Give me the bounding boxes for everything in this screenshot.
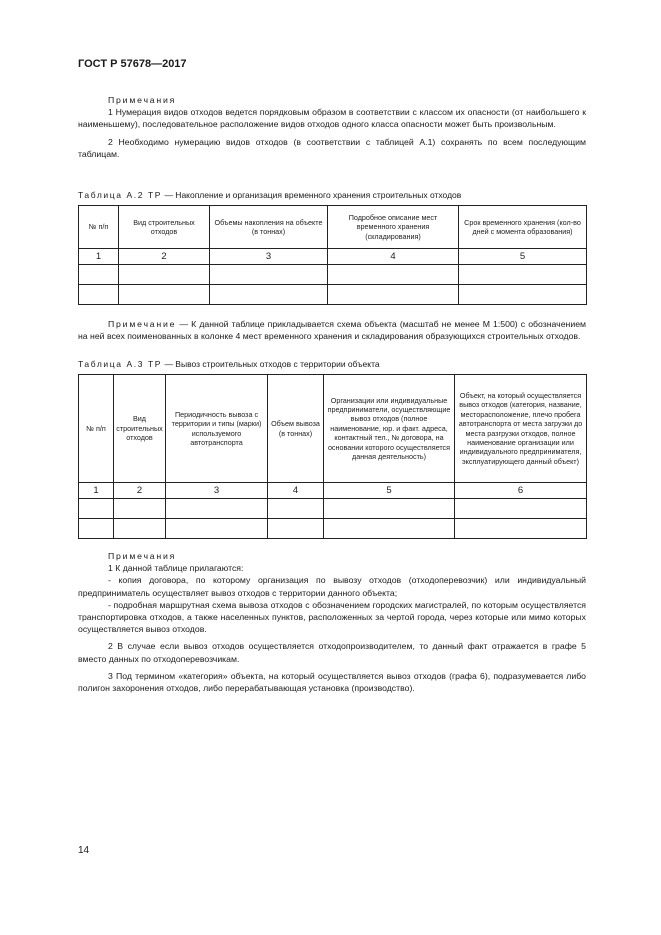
column-header: № п/п	[79, 375, 114, 483]
note-item: 1 К данной таблице прилагаются:	[108, 563, 244, 574]
table-a2-caption-text: — Накопление и организация временного хранения строительных отходов	[162, 190, 462, 200]
notes-heading: Примечания	[108, 551, 177, 561]
table-cell	[455, 499, 587, 519]
notes-block-1	[78, 94, 586, 160]
column-number: 4	[328, 249, 459, 265]
table-row	[79, 265, 587, 285]
table-a2-caption-label: Таблица А.2 ТР	[78, 190, 163, 200]
notes-heading: Примечания	[108, 95, 177, 105]
column-number: 3	[210, 249, 328, 265]
column-header: Вид строительных отходов	[119, 206, 210, 249]
column-header: № п/п	[79, 206, 119, 249]
table-cell	[166, 519, 268, 539]
table-cell	[328, 285, 459, 305]
column-header: Вид строительных отходов	[114, 375, 166, 483]
column-number: 2	[119, 249, 210, 265]
column-number: 5	[459, 249, 587, 265]
table-a3	[78, 374, 587, 539]
column-header: Подробное описание мест временного хранения (складирования)	[328, 206, 459, 249]
column-header: Периодичность вывоза с территории и типы (марки) используемого автотранспорта	[166, 375, 268, 483]
note-item: 2 В случае если вывоз отходов осуществляется отходопроизводителем, то данный факт отражается в графе 5 вместо данных по отходоперевозчикам.	[78, 641, 586, 664]
table-cell	[459, 285, 587, 305]
table-cell	[324, 519, 455, 539]
table-cell	[268, 499, 324, 519]
table-cell	[459, 265, 587, 285]
note-item: - копия договора, по которому организация по вывозу отходов (отходоперевозчик) или индивидуальный предприниматель осуществляет вывоз отходов с территории данного объекта;	[78, 575, 586, 598]
column-number: 6	[455, 483, 587, 499]
note-item: 1 Нумерация видов отходов ведется порядковым образом в соответствии с классом их опасности (от наибольшего к наименьшему), последовательное расположение видов отходов одного класса опасности может быть произвольным.	[78, 107, 586, 130]
table-cell	[79, 519, 114, 539]
column-header: Объем вывоза (в тоннах)	[268, 375, 324, 483]
table-cell	[455, 519, 587, 539]
table-a2-note	[78, 318, 586, 342]
note-item: - подробная маршрутная схема вывоза отходов с обозначением городских магистралей, по которым осуществляется транспортировка отходов, а также населенных пунктов, расположенных за чертой города, через которые или мимо которых осуществляется вывоз отходов.	[78, 599, 586, 635]
table-cell	[119, 265, 210, 285]
table-cell	[328, 265, 459, 285]
note-paragraph	[78, 318, 586, 342]
note-item: 3 Под термином «категория» объекта, на который осуществляется вывоз отходов (графа 6), подразумевается либо полигон захоронения отходов, либо перерабатывающая установка (производство).	[78, 670, 586, 694]
note-text: — К данной таблице прикладывается схема объекта (масштаб не менее М 1:500) с обозначением на ней всех поименованных в колонке 4 мест временного хранения и складирования образующихся строительных отходов.	[78, 319, 586, 342]
table-cell	[210, 265, 328, 285]
table-cell	[324, 499, 455, 519]
table-a3-caption-text: — Вывоз строительных отходов с территории объекта	[162, 359, 380, 369]
table-cell	[79, 499, 114, 519]
table-header-row	[79, 375, 587, 483]
column-header: Объект, на который осуществляется вывоз отходов (категория, название, месторасположение, плечо пробега автотранспорта от места загрузки до места разгрузки отходов, полное наименование организации или индивидуального предпринимателя, эксплуатирующего данный объект)	[455, 375, 587, 483]
table-row	[79, 285, 587, 305]
table-a2-caption	[78, 190, 461, 200]
table-a3-caption-label: Таблица А.3 ТР	[78, 359, 163, 369]
table-a3-caption	[78, 359, 380, 369]
table-row	[79, 499, 587, 519]
table-cell	[119, 285, 210, 305]
column-number: 1	[79, 483, 114, 499]
column-header: Срок временного хранения (кол-во дней с момента образования)	[459, 206, 587, 249]
column-number: 2	[114, 483, 166, 499]
column-number: 1	[79, 249, 119, 265]
table-number-row	[79, 483, 587, 499]
document-header: ГОСТ Р 57678—2017	[78, 58, 187, 70]
table-cell	[114, 519, 166, 539]
table-number-row	[79, 249, 587, 265]
column-number: 4	[268, 483, 324, 499]
table-cell	[79, 285, 119, 305]
table-cell	[268, 519, 324, 539]
page-number: 14	[78, 845, 90, 856]
table-cell	[166, 499, 268, 519]
table-row	[79, 519, 587, 539]
table-cell	[114, 499, 166, 519]
column-number: 3	[166, 483, 268, 499]
note-item: 2 Необходимо нумерацию видов отходов (в соответствии с таблицей А.1) сохранять по всем последующим таблицам.	[78, 136, 586, 159]
table-cell	[210, 285, 328, 305]
column-header: Объемы накопления на объекте (в тоннах)	[210, 206, 328, 249]
column-header: Организации или индивидуальные предприниматели, осуществляющие вывоз отходов (полное наименование, юр. и факт. адреса, контактный тел., № договора, на основании которого осуществляется данная деятельность)	[324, 375, 455, 483]
note-label: Примечание	[108, 319, 177, 329]
table-cell	[79, 265, 119, 285]
column-number: 5	[324, 483, 455, 499]
notes-block-2	[78, 550, 586, 694]
table-header-row	[79, 206, 587, 249]
table-a2	[78, 205, 587, 305]
